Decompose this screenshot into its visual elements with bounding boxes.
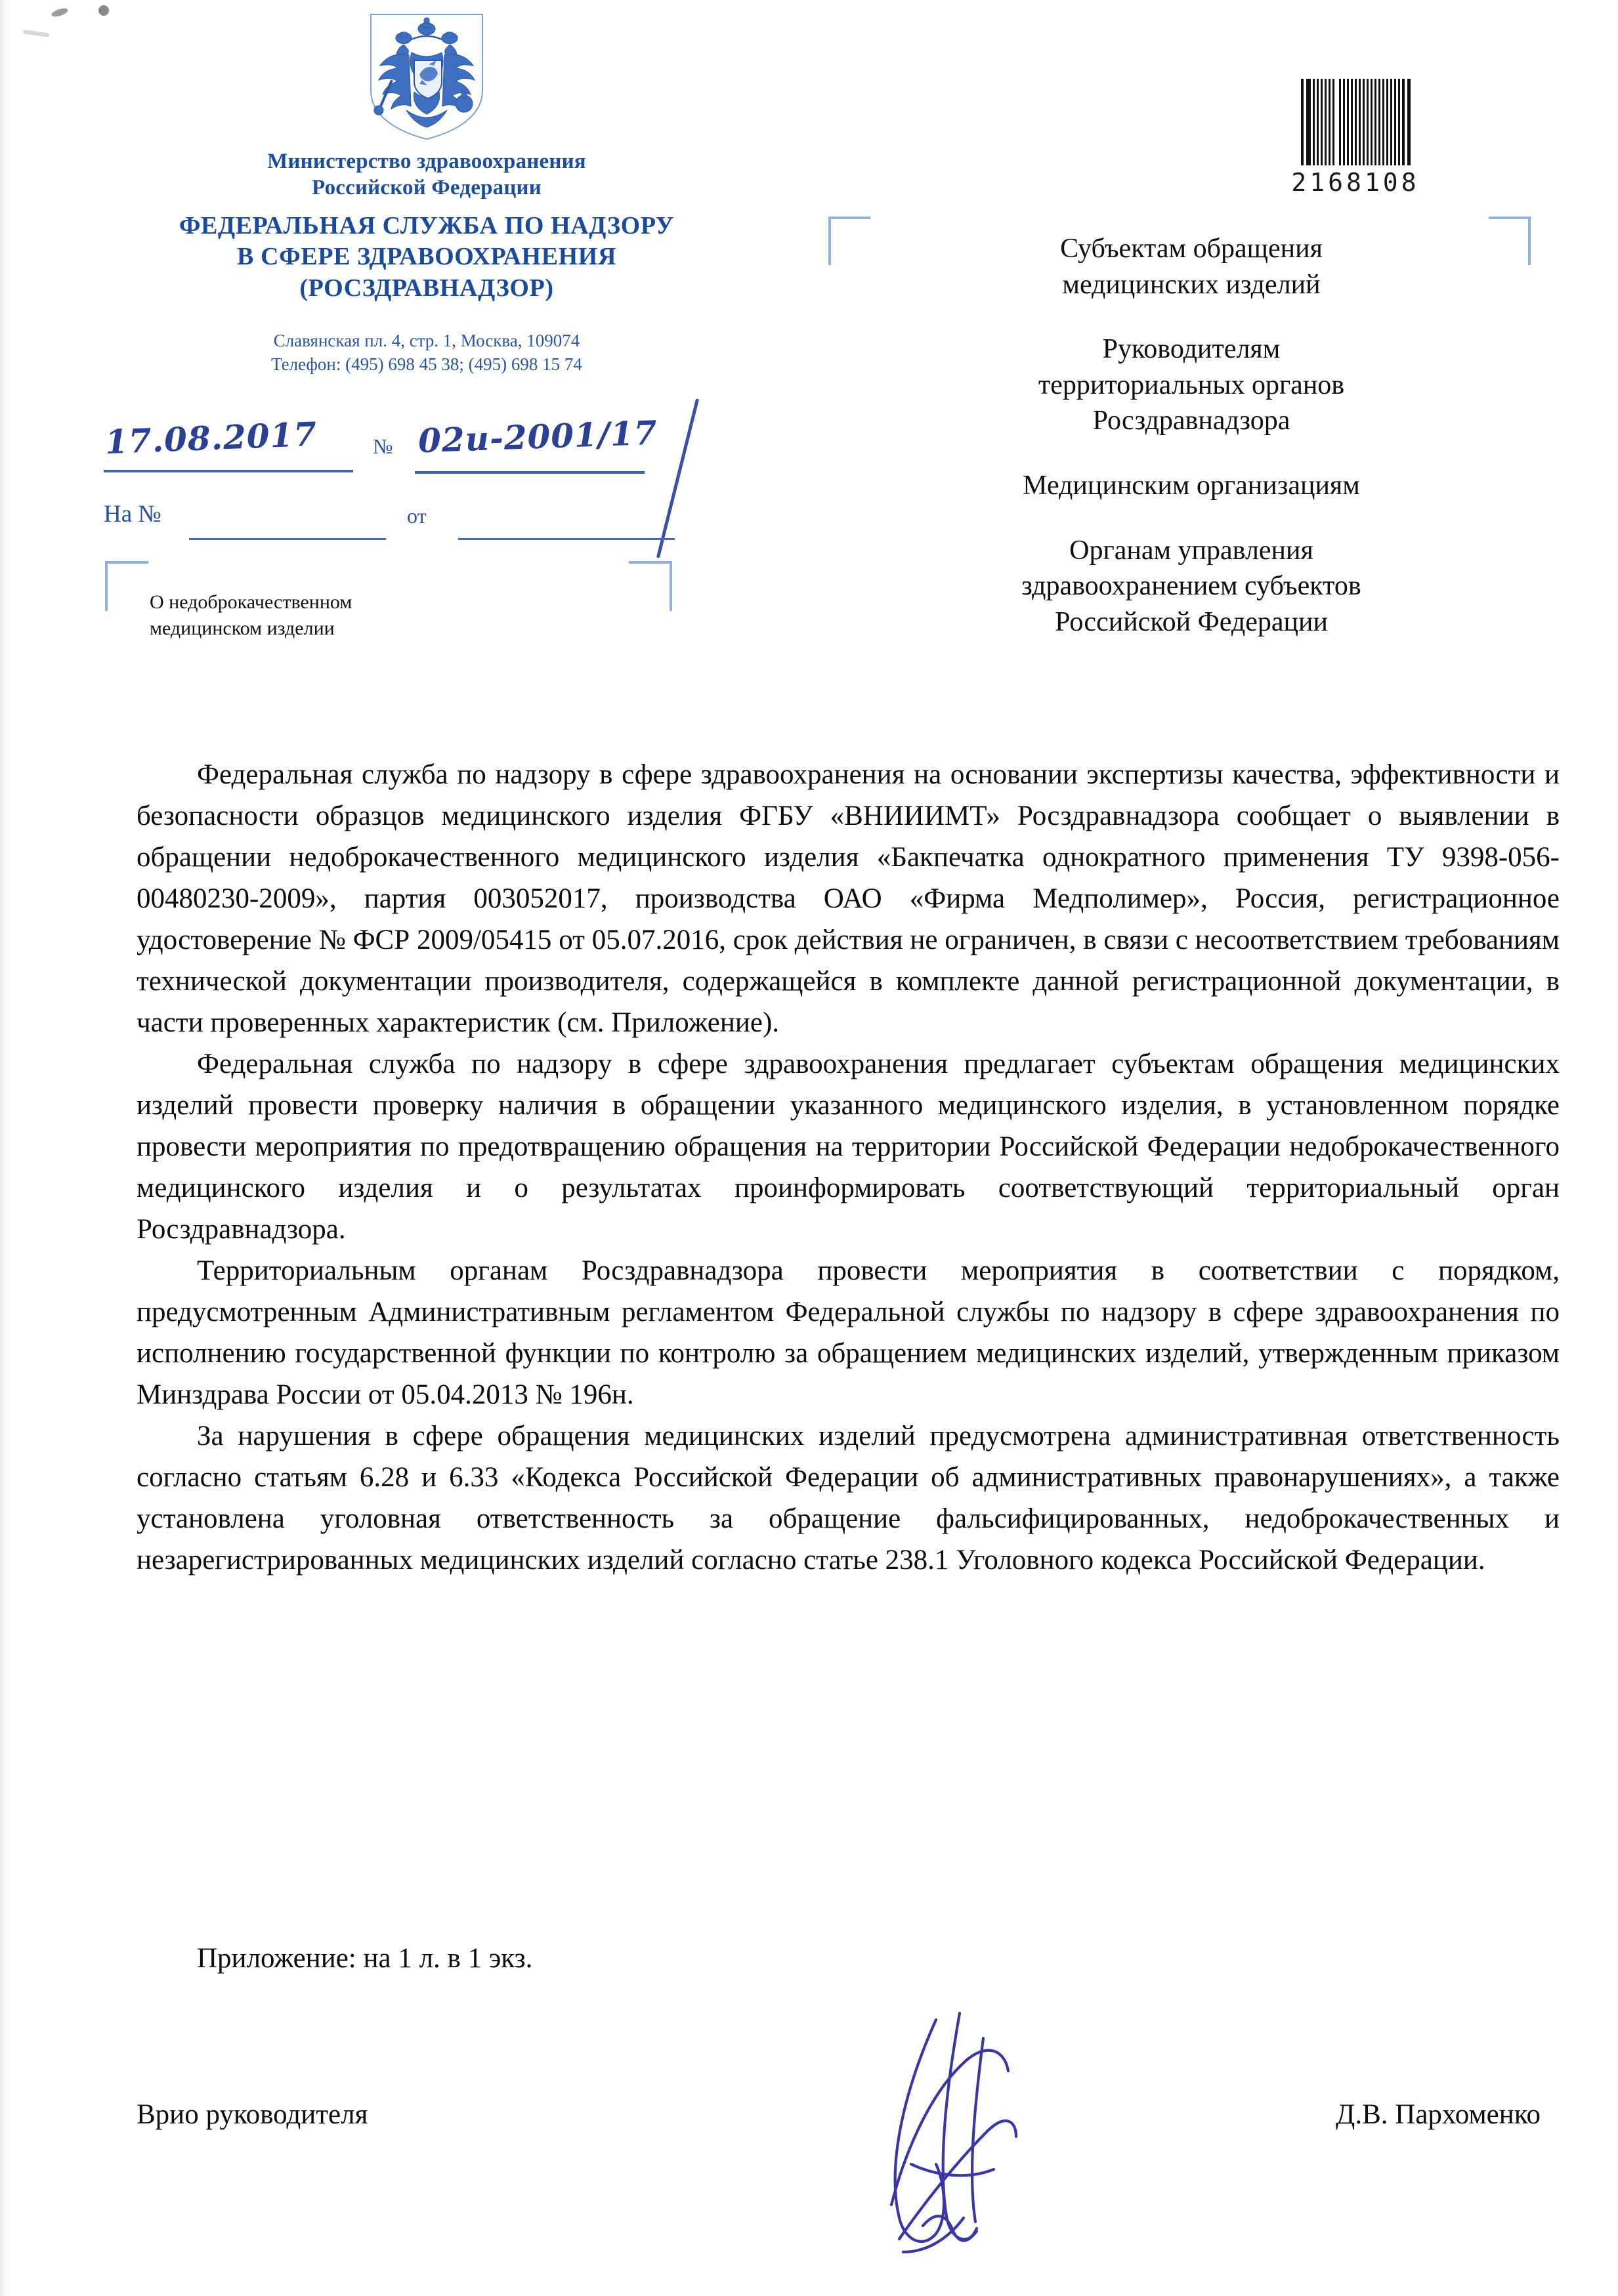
attachment-note: Приложение: на 1 л. в 1 экз.	[197, 1943, 533, 1974]
from-label: от	[407, 504, 427, 528]
scan-edge-shadow	[0, 0, 9, 2296]
body-paragraph: Территориальным органам Росздравнадзора провести мероприятия в соответствии с порядком, предусмотренным Административным регламентом Федеральной службы по надзору в сфере здравоохранения по исполнению государственной функции по контролю за обращением медицинских изделий, утвержденным приказом Минздрава России от 05.04.2013 № 196н.	[137, 1255, 1560, 1410]
postal-address: Славянская пл. 4, стр. 1, Москва, 109074	[273, 331, 580, 351]
on-reference-label: На №	[104, 501, 161, 528]
ministry-line-2: Российской Федерации	[312, 176, 542, 200]
signatory-title: Врио руководителя	[137, 2099, 368, 2130]
barcode-number: 2168108	[1291, 168, 1420, 197]
registration-number-handwritten: 02и-2001/17	[417, 413, 658, 461]
subject-line-1: О недоброкачественном	[150, 591, 352, 613]
phone-numbers: Телефон: (495) 698 45 38; (495) 698 15 74	[271, 354, 582, 374]
addressee-line: Руководителям	[1102, 334, 1281, 365]
on-reference-input-rule[interactable]	[189, 538, 386, 540]
from-date-input-rule[interactable]	[458, 538, 675, 540]
signatory-name: Д.В. Пархоменко	[1336, 2099, 1541, 2130]
addressee-line: Медицинским организациям	[1023, 470, 1360, 501]
russian-coat-of-arms-icon	[366, 12, 488, 142]
addressee-block	[886, 231, 1497, 640]
contact-block	[79, 329, 775, 376]
addressee-group	[886, 331, 1497, 439]
service-line-1: ФЕДЕРАЛЬНАЯ СЛУЖБА ПО НАДЗОРУ	[179, 211, 675, 240]
addressee-line: Росздравнадзора	[1092, 406, 1290, 436]
addressee-line: территориальных органов	[1038, 369, 1345, 400]
addressee-bracket-top-left	[828, 217, 870, 265]
addressee-line: Органам управления	[1069, 535, 1313, 566]
scan-speck	[23, 30, 49, 37]
addressee-line: Российской Федерации	[1055, 606, 1328, 637]
addressee-group	[886, 468, 1497, 504]
scan-speck	[51, 7, 69, 18]
on-reference-line	[104, 500, 773, 539]
subject-bracket-top-left	[105, 561, 148, 611]
addressee-line: медицинских изделий	[1062, 269, 1321, 300]
barcode-block	[1241, 79, 1470, 197]
handwritten-signature-icon	[807, 2008, 1083, 2270]
addressee-group	[886, 231, 1497, 303]
registration-line	[98, 413, 775, 491]
body-paragraph: За нарушения в сфере обращения медицинских изделий предусмотрена административная ответственность согласно статьям 6.28 и 6.33 «Кодекса Российской Федерации об административных правонарушениях», а также установлена уголовная ответственность за обращение фальсифицированных, недоброкачественных и незарегистрированных медицинских изделий согласно статье 238.1 Уголовного кодекса Российской Федерации.	[137, 1420, 1560, 1576]
ministry-line-1: Министерство здравоохранения	[267, 150, 586, 173]
ministry-name	[79, 148, 775, 201]
body-paragraph: Федеральная служба по надзору в сфере здравоохранения на основании экспертизы качества, эффективности и безопасности образцов медицинского изделия ФГБУ «ВНИИИМТ» Росздравнадзора сообщает о выявлении в обращении недоброкачественного медицинского изделия «Бакпечатка однократного применения ТУ 9398-056-00480230-2009», партия 003052017, производства ОАО «Фирма Медполимер», Россия, регистрационное удостоверение № ФСР 2009/05415 от 05.07.2016, срок действия не ограничен, в связи с несоответствием требованиям технической документации производителя, содержащейся в комплекте данной регистрационной документации, в части проверенных характеристик (см. Приложение).	[137, 759, 1560, 1038]
service-line-2: В СФЕРЕ ЗДРАВООХРАНЕНИЯ	[237, 243, 616, 271]
body-paragraph: Федеральная служба по надзору в сфере здравоохранения предлагает субъектам обращения медицинских изделий провести проверку наличия в обращении указанного медицинского изделия, в установленном порядке провести мероприятия по предотвращению обращения на территории Российской Федерации недоброкачественного медицинского изделия и о результатах проинформировать соответствующий территориальный орган Росздравнадзора.	[137, 1048, 1560, 1245]
registration-date-rule	[104, 470, 353, 472]
addressee-line: Субъектам обращения	[1060, 234, 1323, 264]
letter-body	[137, 755, 1560, 1581]
service-name	[79, 211, 775, 305]
subject-bracket-top-right	[629, 561, 672, 611]
barcode-icon	[1241, 79, 1470, 165]
registration-number-rule	[415, 471, 645, 474]
service-line-3: (РОСЗДРАВНАДЗОР)	[299, 274, 554, 303]
letterhead	[79, 12, 775, 376]
registration-date-handwritten: 17.08.2017	[104, 414, 318, 462]
number-symbol: №	[373, 434, 393, 458]
subject-line-2: медицинском изделии	[150, 617, 335, 639]
addressee-line: здравоохранением субъектов	[1021, 571, 1361, 602]
addressee-group	[886, 533, 1497, 640]
subject-line	[150, 589, 622, 641]
